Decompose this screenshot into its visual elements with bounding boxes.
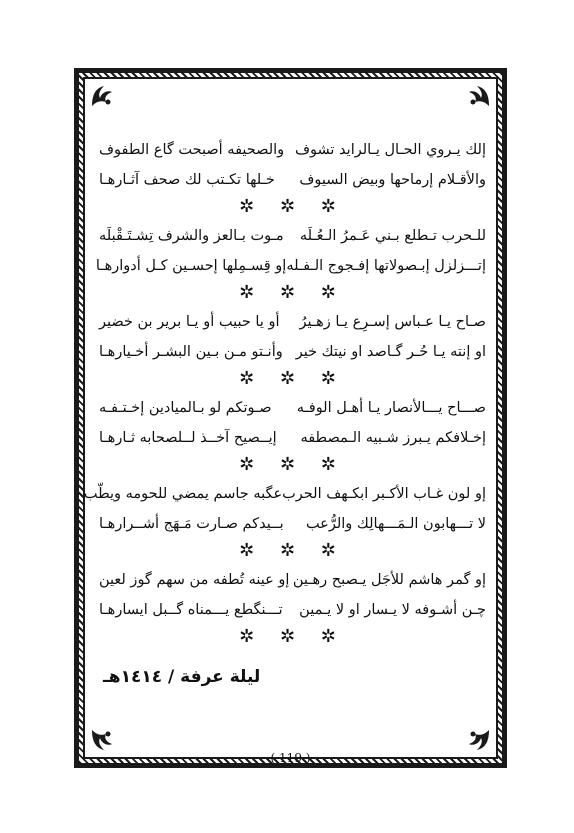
verse-first-half: صـاح يـا عـباس إسـرِع يـا زهـيرُ: [299, 314, 486, 330]
verse-second-half: أو يا حبيب أو يـا برير بن خضير: [99, 314, 280, 330]
stanza-separator: ✲ ✲ ✲: [239, 282, 346, 303]
verse-second-half: إو قِسـمِلها إحسـين كـل أدوارهـا: [95, 258, 287, 274]
stanza: [99, 393, 486, 453]
verse-first-half: إو گمر هاشم للأجَل يـصبح رهـين: [292, 572, 486, 588]
verse-second-half: إو عينه تُطفه من سهم گوز لعين: [99, 572, 290, 588]
verse-line: [99, 135, 486, 165]
stanza-separator: ✲ ✲ ✲: [239, 626, 346, 647]
verse-first-half: إلك يـروي الحـال يـالرايد تشوف: [294, 142, 486, 158]
verse-second-half: إيــصيح آخــذ لــلصحابه ثـارهـا: [99, 430, 277, 446]
verse-first-half: لا تـــهابون الـمَـــهالِك والرُّعب: [305, 516, 486, 532]
verse-line: [95, 251, 486, 281]
verse-second-half: عگبه جاسم يمضي للحومه ويطّب: [83, 486, 283, 502]
verse-line: [99, 565, 486, 595]
page-inner: [83, 77, 498, 765]
verse-line: [99, 595, 486, 625]
verse-first-half: والأقـلام إرماحها وبيض السيوف: [299, 172, 486, 188]
verse-second-half: تـــنگطع يـــمناه گــبل ايسارهـا: [99, 602, 283, 618]
stanza: [99, 565, 486, 625]
verse-first-half: إخـلافكم يـبرز شـبيه الـمصطفه: [300, 430, 486, 446]
corner-ornament-icon: [465, 82, 493, 110]
page-number: ( 119 ): [270, 751, 311, 765]
verse-line: [99, 307, 486, 337]
verse-second-half: صـوتكم لو بـالميادين إخـتـفـه: [99, 400, 272, 416]
verse-second-half: والصحيفه أصبحت گاع الطفوف: [99, 142, 285, 158]
verse-first-half: للـحرب تـطلع بـني عَـمرُ الـعُـلَه: [299, 228, 486, 244]
stanza-separator: ✲ ✲ ✲: [239, 368, 346, 389]
corner-ornament-icon: [465, 726, 493, 754]
stanza: [99, 135, 486, 195]
page-border: [74, 68, 507, 768]
verse-second-half: مـوت بـالعز والشرف تِشـتَـقْبلَه: [99, 228, 284, 244]
verse-line: [99, 221, 486, 251]
stanza: [83, 479, 486, 539]
verse-line: [99, 509, 486, 539]
verse-second-half: وأنـتو مـن بـين البشـر أخـيارهـا: [99, 344, 283, 360]
stanza-separator: ✲ ✲ ✲: [239, 454, 346, 475]
verse-line: [99, 165, 486, 195]
stanza-separator: ✲ ✲ ✲: [239, 540, 346, 561]
stanza-separator: ✲ ✲ ✲: [239, 196, 346, 217]
verse-first-half: چـن أشـوفه لا يـسار او لا يـمين: [299, 602, 486, 618]
verse-second-half: بــيدكم صـارت مَـهَج أشــرارهـا: [99, 516, 284, 532]
corner-ornament-icon: [88, 82, 116, 110]
verse-first-half: إو لون غـاب الأكـبر ابكـهف الحرب: [282, 486, 486, 502]
verse-line: [99, 423, 486, 453]
verse-first-half: او إنته يـا حُـر گـاصد او نيتك خير: [295, 344, 486, 360]
stanza: [95, 221, 486, 281]
verse-second-half: خـلها تكـتب لك صحف آثـارهـا: [99, 172, 275, 188]
poem: [83, 135, 486, 651]
verse-line: [99, 393, 486, 423]
corner-ornament-icon: [88, 726, 116, 754]
stanza: [99, 307, 486, 367]
poem-date-signature: ليلة عرفة / ١٤١٤هـ: [103, 667, 261, 687]
verse-line: [99, 337, 486, 367]
verse-first-half: صـــاح يـــالأنصار يـا أهـل الوفـه: [296, 400, 486, 416]
verse-line: [83, 479, 486, 509]
verse-first-half: إتـــزلزل إبـصولاتها إفـجوج الـفـله: [286, 258, 486, 274]
